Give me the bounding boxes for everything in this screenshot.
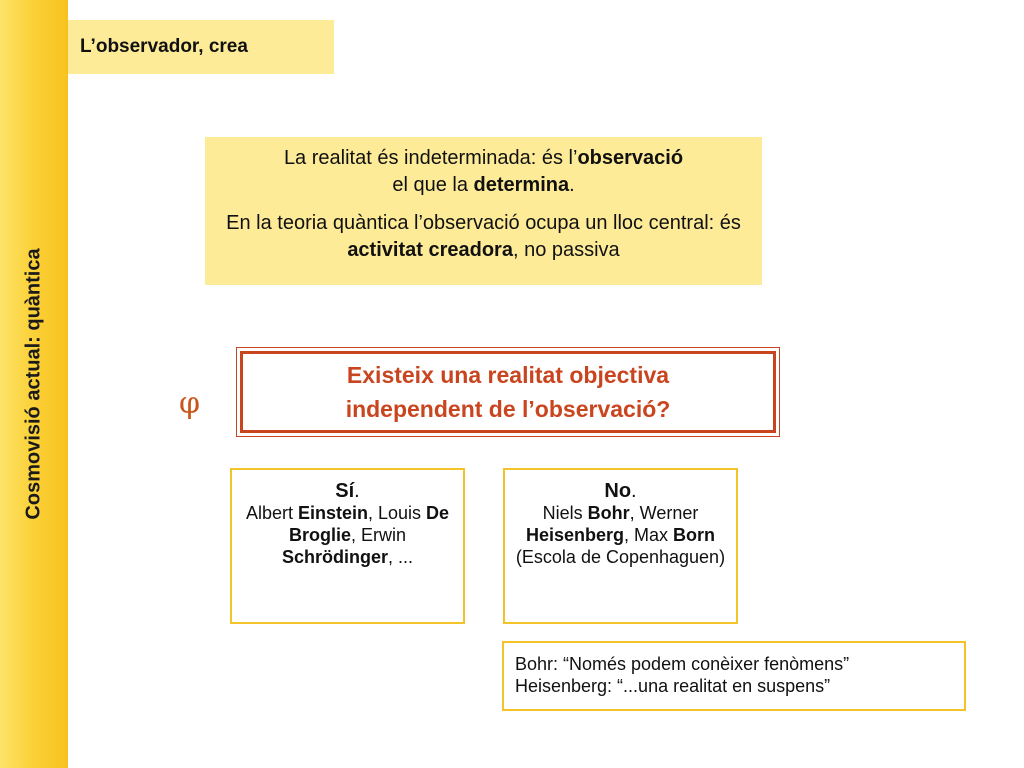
answer-text: , Werner [629, 503, 699, 523]
answer-no-heading [505, 480, 736, 502]
answer-text: , Louis [367, 503, 427, 523]
intro-text: . [569, 174, 575, 196]
answer-text: (Escola de Copenhaguen) [515, 547, 726, 567]
name-schrodinger: Schrödinger [281, 547, 388, 567]
answer-yes-label: Sí [335, 480, 355, 502]
answer-no-box [503, 468, 738, 624]
intro-bold-observacio: observació [577, 147, 684, 169]
sidebar [0, 0, 68, 768]
quote-heisenberg: Heisenberg: “...una realitat en suspens” [515, 676, 831, 696]
slide-title: L’observador, crea [80, 36, 248, 57]
intro-bold-activitat: activitat creadora [347, 239, 513, 261]
quotes-box [502, 641, 966, 711]
answer-yes-box [230, 468, 465, 624]
question-line-2: independent de l’observació? [345, 396, 671, 422]
name-de-broglie: De Broglie [288, 503, 450, 545]
answer-text: , Max [624, 525, 674, 545]
answer-no-text [505, 502, 736, 568]
intro-paragraph-1 [205, 145, 762, 199]
question-box [236, 347, 780, 437]
intro-text: , no passiva [512, 239, 620, 261]
quote-bohr: Bohr: “Només podem conèixer fenòmens” [515, 654, 850, 674]
name-heisenberg: Heisenberg [525, 525, 625, 545]
intro-box [205, 137, 762, 285]
name-bohr: Bohr [587, 503, 630, 523]
intro-text: el que la [392, 174, 474, 196]
answer-no-label: No [604, 480, 632, 502]
question-line-1: Existeix una realitat objectiva [346, 362, 670, 388]
name-born: Born [673, 525, 716, 545]
phi-symbol: φ [179, 386, 201, 421]
name-einstein: Einstein [297, 503, 368, 523]
sidebar-title: Cosmovisió actual: quàntica [22, 248, 45, 520]
answer-yes-text [232, 502, 463, 568]
question-text [346, 358, 671, 426]
answer-text: , Erwin [351, 525, 407, 545]
answer-yes-heading [232, 480, 463, 502]
question-inner-frame [240, 351, 776, 433]
header-box [68, 20, 334, 74]
answer-text: Niels [542, 503, 588, 523]
intro-text: La realitat és indeterminada: és l’ [283, 147, 578, 169]
intro-paragraph-2 [205, 210, 762, 264]
answer-yes-punct: . [354, 480, 360, 502]
intro-bold-determina: determina [473, 174, 570, 196]
answer-text: Albert [245, 503, 298, 523]
answer-no-punct: . [631, 480, 637, 502]
answer-text: , ... [388, 547, 414, 567]
intro-text: En la teoria quàntica l’observació ocupa un lloc central: és [226, 212, 741, 234]
